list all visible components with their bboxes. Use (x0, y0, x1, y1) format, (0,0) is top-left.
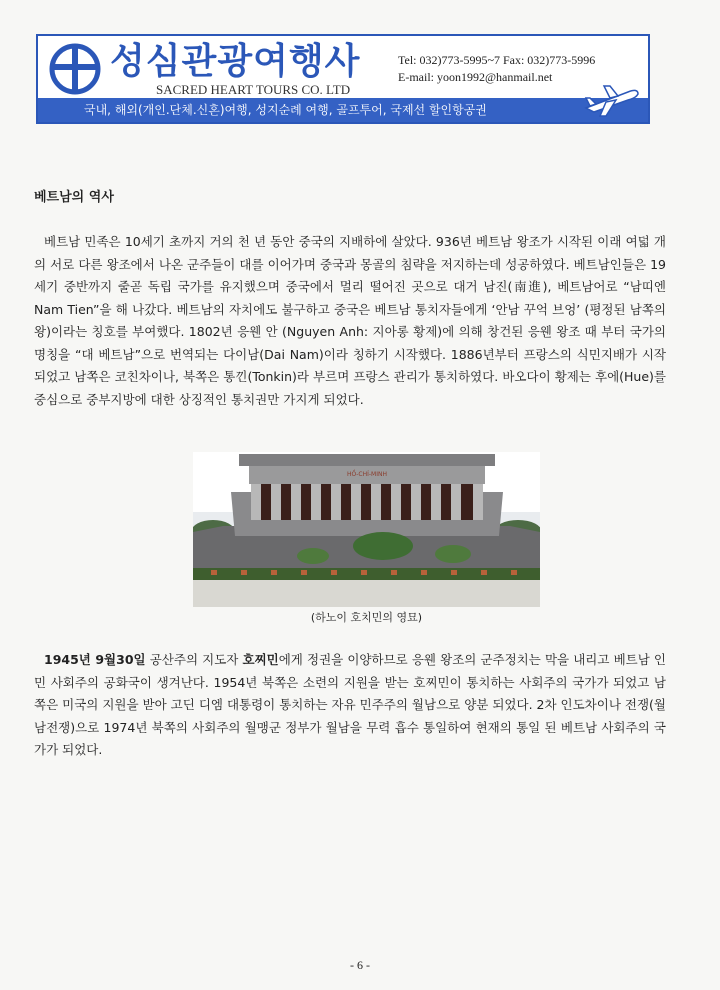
contact-info (398, 52, 595, 86)
cross-logo-icon (48, 42, 102, 96)
highlight-date: 1945년 9월30일 (44, 652, 146, 667)
mausoleum-sign-text: HỒ-CHÍ-MINH (347, 471, 387, 478)
airplane-icon (584, 82, 640, 118)
paragraph-2-text-a: 공산주의 지도자 (145, 652, 243, 667)
mausoleum-photo (193, 452, 540, 607)
company-name-korean: 성심관광여행사 (110, 41, 361, 82)
email: E-mail: yoon1992@hanmail.net (398, 70, 553, 84)
services-banner: 국내, 해외(개인.단체.신혼)여행, 성지순례 여행, 골프투어, 국제선 할인항공권 (38, 98, 648, 122)
highlight-name: 호찌민 (242, 652, 279, 667)
company-header (36, 34, 650, 124)
history-paragraph-2 (34, 649, 666, 762)
history-paragraph-1: 베트남 민족은 10세기 초까지 거의 천 년 동안 중국의 지배하에 살았다. 936년 베트남 왕조가 시작된 이래 여덟 개의 서로 다른 왕조에서 나온 군주들이 대를 이어가며 중국과 몽골의 침략을 저지하는데 성공하였다. 베트남인들은 19세기 중반까지 줄곧 독립 국가를 유지했으며 중국에서 멀리 떨어진 곳으로 대거 남진(南進), 베트남어로 “남띠엔Nam Tien”을 해 나갔다. 베트남의 자치에도 불구하고 중국은 베트남 통치자들에게 ‘안남 꾸억 브엉’ (평정된 남쪽의 왕)이라는 칭호를 부여했다. 1802년 응웬 안 (Nguyen Anh: 지아롱 황제)에 의해 창건된 응웬 왕조 때 부터 국가의 명칭을 “대 베트남”으로 번역되는 다이남(Dai Nam)이라 칭하기 시작했다. 1886년부터 프랑스의 식민지배가 시작되었고 남쪽은 코친차이나, 북쪽은 통낀(Tonkin)라 부르며 프랑스 관리가 통치하였다. 바오다이 황제는 후에(Hue)를 중심으로 중부지방에 대한 상징적인 통치권만 가지게 되었다. (34, 234, 666, 407)
phone-fax: Tel: 032)773-5995~7 Fax: 032)773-5996 (398, 53, 596, 67)
section-title: 베트남의 역사 (34, 190, 114, 205)
photo-caption: (하노이 호치민의 영묘) (310, 611, 423, 624)
company-name-english: SACRED HEART TOURS CO. LTD (156, 82, 351, 97)
paragraph-2-text-b: 에게 정권을 이양하므로 응웬 왕조의 군주정치는 막을 내리고 베트남 인민 사회주의 공화국이 생겨난다. 1954년 북쪽은 소련의 지원을 받는 호찌민이 통치하는 사회주의 국가가 되었고 남쪽은 미국의 지원을 받아 고딘 디엠 대통령이 통치하는 자유 민주주의 월남으로 양분 되었다. 2차 인도차이나 전쟁(월남전쟁)으로 1974년 북쪽의 사회주의 월맹군 정부가 월남을 무력 흡수 통일하여 현재의 통일 된 베트남 사회주의 국가가 되었다. (34, 652, 666, 757)
page-number: - 6 - (350, 958, 370, 972)
